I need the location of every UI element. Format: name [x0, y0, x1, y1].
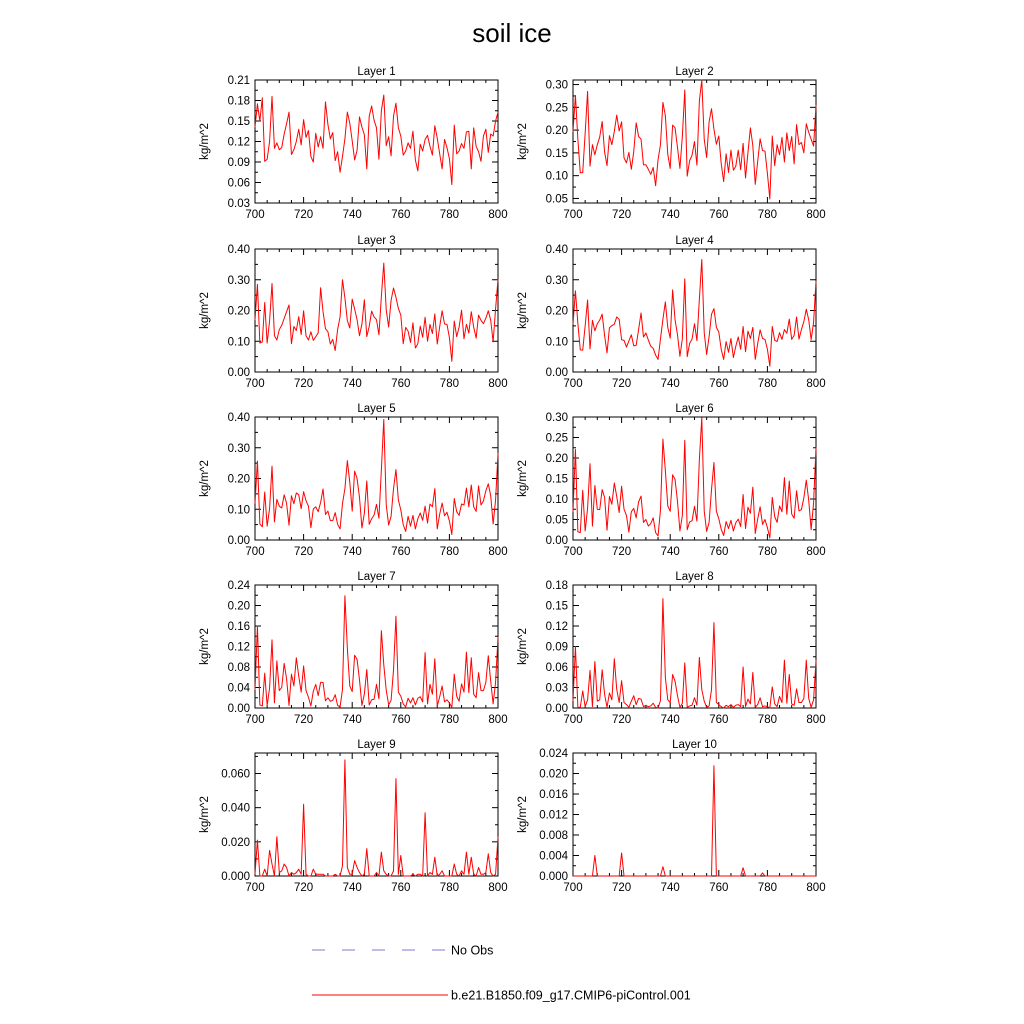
x-tick-label: 720 — [612, 378, 632, 390]
x-tick-label: 780 — [439, 546, 459, 558]
x-tick-label: 700 — [245, 882, 265, 894]
panel-layer-1 — [199, 66, 508, 221]
y-tick-label: 0.09 — [545, 641, 568, 654]
figure-title: soil ice — [472, 18, 552, 48]
y-tick-label: 0.10 — [545, 336, 568, 349]
y-tick-label: 0.25 — [545, 102, 568, 115]
x-tick-label: 740 — [342, 882, 362, 894]
y-tick-label: 0.20 — [227, 600, 250, 613]
y-axis-label: kg/m^2 — [199, 628, 211, 665]
y-tick-label: 0.03 — [227, 198, 250, 210]
y-tick-label: 0.03 — [545, 682, 568, 695]
y-tick-label: 0.30 — [545, 79, 568, 92]
x-tick-label: 700 — [245, 546, 265, 558]
y-tick-label: 0.020 — [539, 768, 568, 781]
y-tick-label: 0.15 — [227, 116, 250, 128]
x-tick-label: 780 — [439, 882, 459, 894]
y-tick-label: 0.10 — [227, 336, 250, 349]
x-tick-label: 760 — [709, 209, 729, 221]
legend-label-model-run: b.e21.B1850.f09_g17.CMIP6-piControl.001 — [451, 988, 691, 1003]
plot-frame — [573, 417, 816, 540]
x-tick-label: 740 — [342, 209, 362, 221]
y-tick-label: 0.060 — [221, 768, 250, 781]
y-tick-label: 0.18 — [545, 580, 568, 592]
legend — [312, 944, 691, 1003]
x-tick-label: 740 — [342, 714, 362, 726]
panel-layer-10 — [517, 739, 826, 894]
plot-frame — [255, 585, 498, 708]
x-tick-label: 700 — [563, 546, 583, 558]
x-tick-label: 780 — [439, 714, 459, 726]
x-tick-label: 720 — [294, 378, 314, 390]
panel-title: Layer 7 — [357, 571, 396, 583]
y-tick-label: 0.05 — [545, 193, 568, 206]
panel-title: Layer 8 — [675, 571, 714, 583]
panel-title: Layer 3 — [357, 235, 396, 247]
y-tick-label: 0.30 — [545, 412, 568, 424]
y-tick-label: 0.00 — [227, 535, 250, 547]
y-tick-label: 0.12 — [227, 136, 250, 149]
panel-layer-4 — [517, 235, 826, 390]
y-axis-label: kg/m^2 — [199, 460, 211, 497]
y-tick-label: 0.012 — [539, 809, 568, 822]
y-tick-label: 0.06 — [227, 177, 250, 190]
x-tick-label: 800 — [488, 714, 508, 726]
x-tick-label: 720 — [294, 714, 314, 726]
y-axis-label: kg/m^2 — [517, 123, 529, 160]
panel-layer-6 — [517, 403, 826, 558]
y-tick-label: 0.004 — [539, 850, 568, 863]
x-tick-label: 800 — [806, 378, 826, 390]
panel-title: Layer 1 — [357, 66, 396, 78]
y-tick-label: 0.15 — [545, 600, 568, 613]
y-tick-label: 0.08 — [227, 662, 250, 674]
y-tick-label: 0.008 — [539, 830, 568, 842]
x-tick-label: 720 — [612, 546, 632, 558]
x-tick-label: 700 — [245, 714, 265, 726]
y-axis-label: kg/m^2 — [517, 796, 529, 833]
panel-title: Layer 5 — [357, 403, 396, 415]
y-tick-label: 0.12 — [545, 621, 568, 633]
y-tick-label: 0.16 — [227, 621, 250, 633]
y-tick-label: 0.20 — [227, 305, 250, 318]
x-tick-label: 700 — [563, 714, 583, 726]
y-tick-label: 0.24 — [227, 580, 250, 592]
panel-title: Layer 6 — [675, 403, 714, 415]
panel-title: Layer 9 — [357, 739, 396, 751]
x-tick-label: 740 — [660, 882, 680, 894]
plot-frame — [573, 585, 816, 708]
x-tick-label: 800 — [806, 882, 826, 894]
x-tick-label: 780 — [757, 882, 777, 894]
y-tick-label: 0.06 — [545, 662, 568, 674]
y-tick-label: 0.10 — [545, 170, 568, 183]
panel-title: Layer 4 — [675, 235, 714, 247]
x-tick-label: 700 — [563, 378, 583, 390]
x-tick-label: 800 — [488, 882, 508, 894]
y-tick-label: 0.05 — [545, 514, 568, 527]
panel-layer-8 — [517, 571, 826, 726]
plot-frame — [255, 417, 498, 540]
x-tick-label: 800 — [806, 546, 826, 558]
y-tick-label: 0.040 — [221, 802, 250, 815]
panel-layer-5 — [199, 403, 508, 558]
y-tick-label: 0.000 — [221, 871, 250, 883]
x-tick-label: 760 — [391, 209, 411, 221]
y-tick-label: 0.30 — [227, 442, 250, 455]
y-axis-label: kg/m^2 — [199, 292, 211, 329]
x-tick-label: 700 — [245, 378, 265, 390]
panel-layer-2 — [517, 66, 826, 221]
y-tick-label: 0.20 — [227, 473, 250, 486]
x-tick-label: 700 — [563, 209, 583, 221]
y-tick-label: 0.40 — [227, 412, 250, 424]
legend-label-no-obs: No Obs — [451, 943, 494, 958]
y-tick-label: 0.000 — [539, 871, 568, 883]
x-tick-label: 740 — [660, 209, 680, 221]
x-tick-label: 720 — [294, 546, 314, 558]
x-tick-label: 720 — [612, 209, 632, 221]
y-tick-label: 0.40 — [227, 244, 250, 256]
y-tick-label: 0.20 — [545, 125, 568, 138]
y-tick-label: 0.024 — [539, 748, 568, 760]
x-tick-label: 720 — [612, 714, 632, 726]
x-tick-label: 780 — [757, 378, 777, 390]
x-tick-label: 720 — [294, 209, 314, 221]
y-tick-label: 0.00 — [545, 535, 568, 547]
x-tick-label: 760 — [391, 714, 411, 726]
panel-layer-9 — [199, 739, 508, 894]
x-tick-label: 780 — [757, 714, 777, 726]
y-tick-label: 0.00 — [227, 703, 250, 715]
y-tick-label: 0.12 — [227, 641, 250, 654]
y-tick-label: 0.40 — [545, 244, 568, 256]
plot-frame — [255, 80, 498, 203]
x-tick-label: 740 — [660, 714, 680, 726]
y-tick-label: 0.10 — [227, 504, 250, 517]
x-tick-label: 760 — [709, 378, 729, 390]
y-tick-label: 0.30 — [545, 274, 568, 287]
x-tick-label: 800 — [488, 546, 508, 558]
x-tick-label: 780 — [439, 209, 459, 221]
panel-layer-3 — [199, 235, 508, 390]
panel-layer-7 — [199, 571, 508, 726]
x-tick-label: 760 — [391, 546, 411, 558]
y-tick-label: 0.020 — [221, 836, 250, 849]
x-tick-label: 720 — [294, 882, 314, 894]
x-tick-label: 740 — [342, 378, 362, 390]
x-tick-label: 720 — [612, 882, 632, 894]
x-tick-label: 760 — [709, 882, 729, 894]
x-tick-label: 760 — [391, 882, 411, 894]
y-axis-label: kg/m^2 — [517, 292, 529, 329]
x-tick-label: 740 — [660, 546, 680, 558]
y-axis-label: kg/m^2 — [199, 123, 211, 160]
y-tick-label: 0.016 — [539, 789, 568, 801]
y-axis-label: kg/m^2 — [517, 628, 529, 665]
y-tick-label: 0.25 — [545, 432, 568, 445]
y-tick-label: 0.15 — [545, 147, 568, 160]
y-tick-label: 0.15 — [545, 473, 568, 486]
y-tick-label: 0.00 — [545, 703, 568, 715]
x-tick-label: 780 — [757, 546, 777, 558]
x-tick-label: 760 — [391, 378, 411, 390]
y-tick-label: 0.20 — [545, 453, 568, 465]
plot-frame — [573, 249, 816, 372]
panel-title: Layer 2 — [675, 66, 714, 78]
y-axis-label: kg/m^2 — [517, 460, 529, 497]
y-tick-label: 0.00 — [545, 367, 568, 379]
plot-frame — [573, 753, 816, 876]
x-tick-label: 800 — [806, 209, 826, 221]
y-tick-label: 0.21 — [227, 75, 250, 87]
panel-grid — [199, 66, 826, 894]
y-tick-label: 0.20 — [545, 305, 568, 318]
panel-title: Layer 10 — [672, 739, 717, 751]
x-tick-label: 800 — [806, 714, 826, 726]
y-tick-label: 0.09 — [227, 157, 250, 169]
plot-frame — [255, 753, 498, 876]
x-tick-label: 780 — [439, 378, 459, 390]
x-tick-label: 780 — [757, 209, 777, 221]
y-tick-label: 0.04 — [227, 682, 250, 695]
x-tick-label: 740 — [342, 546, 362, 558]
y-axis-label: kg/m^2 — [199, 796, 211, 833]
y-tick-label: 0.10 — [545, 494, 568, 506]
x-tick-label: 760 — [709, 714, 729, 726]
y-tick-label: 0.18 — [227, 95, 250, 108]
y-tick-label: 0.30 — [227, 274, 250, 287]
x-tick-label: 800 — [488, 209, 508, 221]
x-tick-label: 700 — [245, 209, 265, 221]
x-tick-label: 700 — [563, 882, 583, 894]
x-tick-label: 760 — [709, 546, 729, 558]
x-tick-label: 800 — [488, 378, 508, 390]
y-tick-label: 0.00 — [227, 367, 250, 379]
x-tick-label: 740 — [660, 378, 680, 390]
